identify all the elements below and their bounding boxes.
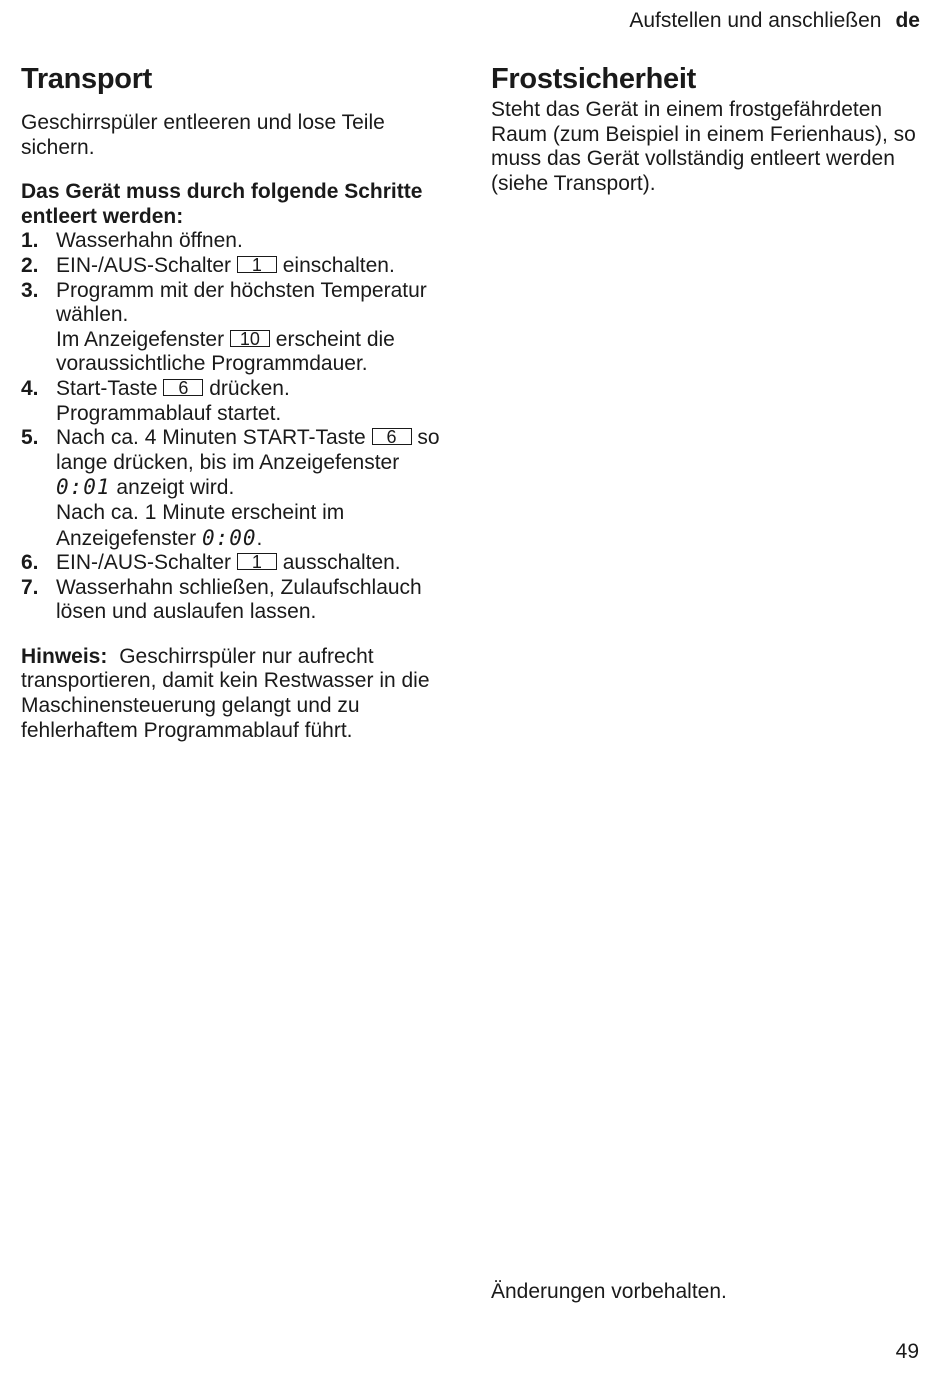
display-readout: 0:00 [201,525,257,550]
step-1 [21,229,451,254]
step-text: Im Anzeigefenster [56,327,225,351]
step-text: Start-Taste [56,376,158,400]
transport-note [21,645,451,743]
step-text: Programm mit der höchsten Temperatur wählen. [56,278,427,327]
step-number: 1. [21,229,39,253]
steps-heading: Das Gerät muss durch folgende Schritte entleert werden: [21,180,423,228]
frost-text: Steht das Gerät in einem frostgefährdeten Raum (zum Beispiel in einem Ferienhaus), so muss das Gerät vollständig entleert werden (siehe Transport). [491,98,916,195]
page-number: 49 [895,1340,919,1363]
step-text: . [256,526,263,550]
step-text: Wasserhahn schließen, Zulaufschlauch lösen und auslaufen lassen. [56,575,422,624]
step-3 [21,279,451,377]
footer-note: Änderungen vorbehalten. [491,1280,727,1303]
step-text: so lange drücken, bis im Anzeigefenster [56,426,440,474]
key-symbol-start-button: 6 [163,379,203,396]
key-symbol-display: 10 [230,330,270,347]
step-text: erscheint die voraussichtliche Programmdauer. [56,327,395,376]
step-text: Programmablauf startet. [56,401,282,425]
step-number: 6. [21,551,39,575]
step-text: ausschalten. [282,551,401,575]
steps-list [21,229,451,625]
step-text: Wasserhahn öffnen. [56,229,243,253]
step-6 [21,551,451,576]
note-label: Hinweis: [21,644,108,668]
step-text: Nach ca. 1 Minute erscheint im Anzeigefenster [56,500,345,550]
frost-section [491,60,921,196]
step-number: 4. [21,376,39,400]
step-text: EIN-/AUS-Schalter [56,253,232,277]
key-symbol-start-button: 6 [372,428,412,445]
key-symbol-on-off-switch: 1 [237,553,277,570]
language-code: de [895,9,920,32]
frost-title: Frostsicherheit [491,63,696,95]
step-2 [21,254,451,279]
chapter-title: Aufstellen und anschließen [629,9,882,32]
step-5 [21,426,451,551]
running-header [629,7,920,35]
transport-section [21,60,451,743]
step-number: 2. [21,253,39,277]
step-7 [21,576,451,625]
step-text: anzeigt wird. [116,476,235,500]
step-text: einschalten. [282,253,395,277]
transport-intro: Geschirrspüler entleeren und lose Teile sichern. [21,111,385,159]
key-symbol-on-off-switch: 1 [237,256,277,273]
step-text: EIN-/AUS-Schalter [56,551,232,575]
step-number: 3. [21,278,39,302]
note-text: Geschirrspüler nur aufrecht transportieren, damit kein Restwasser in die Maschinensteuerung gelangt und zu fehlerhaftem Programmablauf führt. [21,644,430,742]
transport-title: Transport [21,63,153,95]
step-text: drücken. [209,376,290,400]
display-readout: 0:01 [56,475,111,500]
step-4 [21,377,451,426]
step-number: 7. [21,575,39,599]
step-number: 5. [21,426,39,450]
step-text: Nach ca. 4 Minuten START-Taste [56,426,366,450]
